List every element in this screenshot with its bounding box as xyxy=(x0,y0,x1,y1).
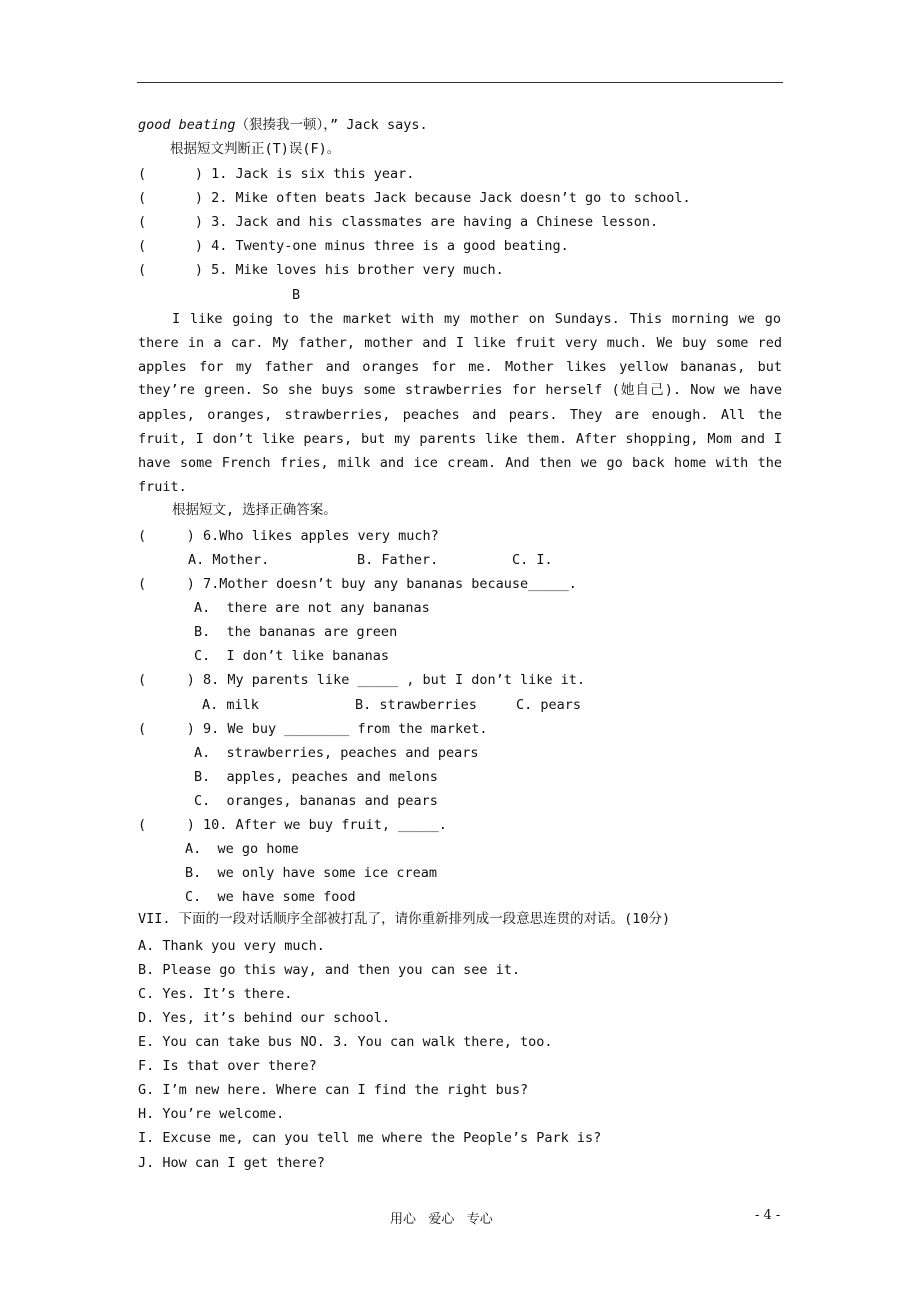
q9-option-a: A. strawberries, peaches and pears xyxy=(194,745,479,761)
partA-instruction: 根据短文判断正(T)误(F)。 xyxy=(170,141,341,157)
q8-option-b: B. strawberries xyxy=(355,697,477,713)
q10-stem: ( ) 10. After we buy fruit, _____. xyxy=(138,817,447,833)
q10-option-a: A. we go home xyxy=(185,841,299,857)
q8-option-c: C. pears xyxy=(516,697,582,713)
footer-motto: 用心 爱心 专心 xyxy=(390,1212,493,1227)
dialogue-line-g: G. I’m new here. Where can I find the right bus? xyxy=(138,1082,529,1098)
dialogue-line-c: C. Yes. It’s there. xyxy=(138,986,293,1002)
tf-item-5: ( ) 5. Mike loves his brother very much. xyxy=(138,262,504,278)
dialogue-line-i: I. Excuse me, can you tell me where the People’s Park is? xyxy=(138,1130,602,1146)
intro-rest: （狠揍我一顿），” Jack says. xyxy=(235,117,428,133)
passage-line-3: apples for my father and oranges for me. Mother likes yellow bananas, but xyxy=(138,359,782,375)
tf-item-4: ( ) 4. Twenty-one minus three is a good beating. xyxy=(138,238,569,254)
intro-italic: good beating xyxy=(138,117,236,133)
dialogue-line-h: H. You’re welcome. xyxy=(138,1106,285,1122)
q9-option-c: C. oranges, bananas and pears xyxy=(194,793,438,809)
q8-option-a: A. milk xyxy=(202,697,259,713)
header-rule xyxy=(137,82,783,83)
partB-instruction: 根据短文, 选择正确答案。 xyxy=(172,502,337,518)
passage-line-6: fruit, I don’t like pears, but my parents like them. After shopping, Mom and I xyxy=(138,431,782,447)
tf-item-3: ( ) 3. Jack and his classmates are having a Chinese lesson. xyxy=(138,214,659,230)
passage-line-8: fruit. xyxy=(138,479,187,495)
q9-option-b: B. apples, peaches and melons xyxy=(194,769,438,785)
tf-item-2: ( ) 2. Mike often beats Jack because Jack doesn’t go to school. xyxy=(138,190,691,206)
q6-option-c: C. I. xyxy=(512,552,553,568)
q6-option-b: B. Father. xyxy=(357,552,439,568)
tf-item-1: ( ) 1. Jack is six this year. xyxy=(138,166,415,182)
page-number: - 4 - xyxy=(755,1208,781,1223)
passage-line-7: have some French fries, milk and ice cream. And then we go back home with the xyxy=(138,455,782,471)
passage-line-4: they’re green. So she buys some strawberries for herself (她自己). Now we have xyxy=(138,382,782,398)
passage-line-5: apples, oranges, strawberries, peaches and pears. They are enough. All the xyxy=(138,407,782,423)
intro-line xyxy=(138,115,428,135)
q10-option-c: C. we have some food xyxy=(185,889,356,905)
q8-stem: ( ) 8. My parents like _____ , but I don’t like it. xyxy=(138,672,586,688)
q6-option-a: A. Mother. xyxy=(188,552,270,568)
passage-line-1: I like going to the market with my mother on Sundays. This morning we go xyxy=(172,311,781,327)
q7-option-c: C. I don’t like bananas xyxy=(194,648,390,664)
dialogue-line-d: D. Yes, it’s behind our school. xyxy=(138,1010,390,1026)
q7-option-b: B. the bananas are green xyxy=(194,624,398,640)
passage-line-2: there in a car. My father, mother and I like fruit very much. We buy some red xyxy=(138,335,782,351)
q9-stem: ( ) 9. We buy ________ from the market. xyxy=(138,721,488,737)
dialogue-line-j: J. How can I get there? xyxy=(138,1155,325,1171)
dialogue-line-a: A. Thank you very much. xyxy=(138,938,325,954)
q7-stem: ( ) 7.Mother doesn’t buy any bananas because_____. xyxy=(138,576,577,592)
section7-title: VII. 下面的一段对话顺序全部被打乱了，请你重新排列成一段意思连贯的对话。(10分) xyxy=(138,911,671,927)
q7-option-a: A. there are not any bananas xyxy=(194,600,430,616)
q10-option-b: B. we only have some ice cream xyxy=(185,865,437,881)
dialogue-line-e: E. You can take bus NO. 3. You can walk there, too. xyxy=(138,1034,553,1050)
dialogue-line-f: F. Is that over there? xyxy=(138,1058,317,1074)
dialogue-line-b: B. Please go this way, and then you can see it. xyxy=(138,962,521,978)
q6-stem: ( ) 6.Who likes apples very much? xyxy=(138,528,439,544)
partB-heading: B xyxy=(292,287,301,303)
